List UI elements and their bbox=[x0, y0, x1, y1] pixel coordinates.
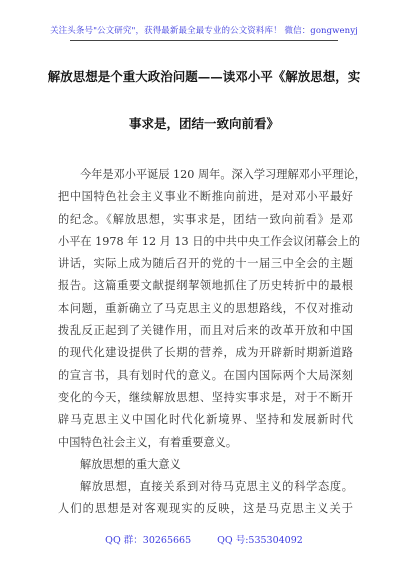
document-title-line-2: 事求是，团结一致向前看》 bbox=[128, 116, 279, 131]
body-line: 的现代化建设提供了长期的营养，成为开辟新时期新道路 bbox=[58, 346, 353, 360]
body-line: 中国特色社会主义，有着重要意义。 bbox=[58, 435, 238, 449]
page-footer bbox=[0, 532, 408, 546]
body-line: 的宣言书，具有划时代的意义。在国内国际两个大局深刻 bbox=[58, 368, 353, 382]
body-line: 的纪念。《解放思想，实事求是，团结一致向前看》是邓 bbox=[58, 212, 353, 226]
body-line: 人们的思想是对客观现实的反映，这是马克思主义关于 bbox=[58, 502, 353, 516]
header-divider bbox=[70, 40, 338, 41]
footer-qq-group: QQ 群：30265665 bbox=[105, 535, 192, 546]
body-line: 解放思想，直接关系到对待马克思主义的科学态度。 bbox=[80, 480, 353, 494]
body-line: 报告。这篇重要文献提纲挈领地抓住了历史转折中的最根 bbox=[58, 279, 353, 293]
page-header bbox=[0, 0, 408, 42]
article-body bbox=[58, 164, 366, 521]
body-line: 把中国特色社会主义事业不断推向前进，是对邓小平最好 bbox=[58, 190, 353, 204]
body-line: 拨乱反正起到了关键作用，而且对后来的改革开放和中国 bbox=[58, 324, 353, 338]
body-line: 辟马克思主义中国化时代化新境界、坚持和发展新时代 bbox=[58, 413, 353, 427]
body-line: 本问题，重新确立了马克思主义的思想路线，不仅对推动 bbox=[58, 301, 353, 315]
body-line: 今年是邓小平诞辰 120 周年。深入学习理解邓小平理论， bbox=[80, 168, 366, 181]
body-line: 小平在 1978 年 12 月 13 日的中共中央工作会议闭幕会上的 bbox=[58, 234, 361, 248]
document-title-line-1: 解放思想是个重大政治问题——读邓小平《解放思想，实 bbox=[47, 69, 361, 84]
footer-qq-number: QQ 号:535304092 bbox=[217, 535, 303, 546]
body-line: 变化的今天，继续解放思想、坚持实事求是，对于不断开 bbox=[58, 390, 353, 404]
header-promo-text: 关注头条号"公文研究"，获得最新最全最专业的公文资料库！ 微信：gongwenyj bbox=[50, 26, 358, 36]
body-line: 讲话，实际上成为随后召开的党的十一届三中全会的主题 bbox=[58, 257, 353, 271]
section-heading: 解放思想的重大意义 bbox=[80, 457, 181, 471]
